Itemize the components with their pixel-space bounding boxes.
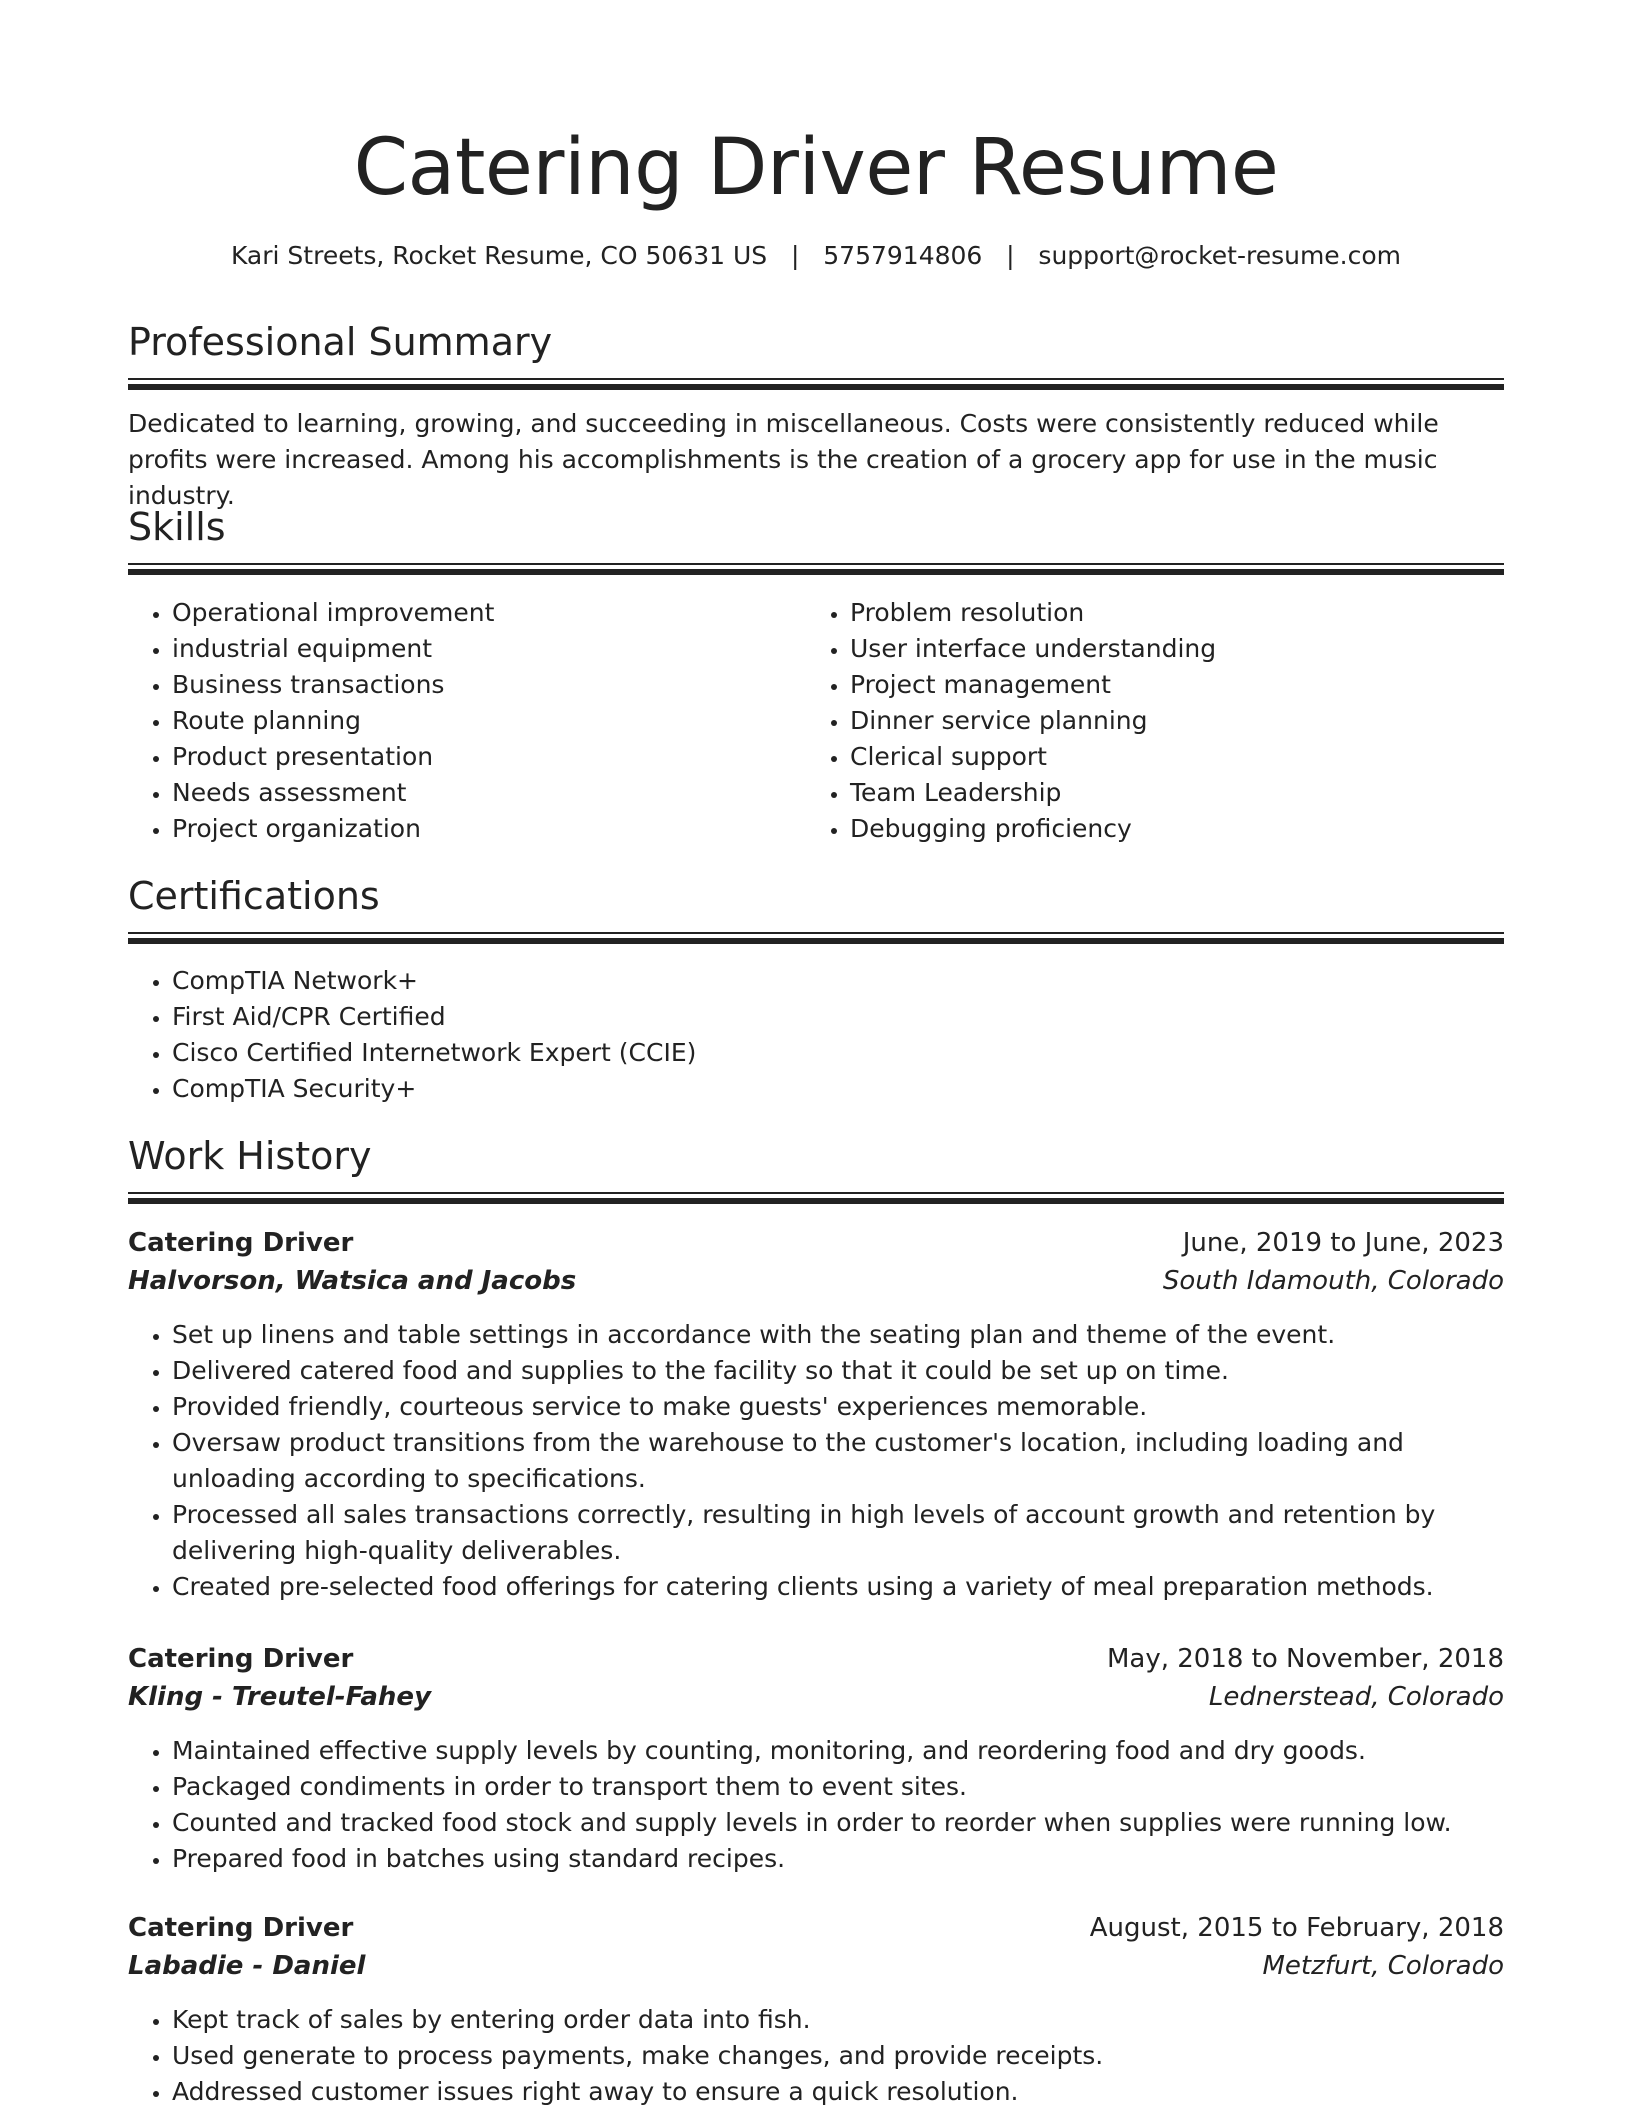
list-item: • Needs assessment [172, 775, 812, 811]
job-title: Catering Driver [128, 1644, 354, 1674]
job-bullets [128, 1317, 1504, 1605]
job-header [128, 1224, 1504, 1300]
certifications-section-header [128, 870, 1504, 922]
skills-list-right [806, 595, 1490, 847]
list-item: • Counted and tracked food stock and supply levels in order to reorder when supplies were running low. [172, 1805, 1504, 1841]
list-item: • Dinner service planning [850, 703, 1490, 739]
job-header [128, 1640, 1504, 1716]
job-header [128, 1909, 1504, 1985]
job-bullets [128, 2002, 1504, 2110]
skills-list-left [128, 595, 812, 847]
list-item: • Operational improvement [172, 595, 812, 631]
list-item: • Business transactions [172, 667, 812, 703]
list-item: • CompTIA Network+ [172, 963, 1472, 999]
work-rule-thin [128, 1192, 1504, 1194]
list-item: • Debugging proficiency [850, 811, 1490, 847]
skills-rule-thin [128, 563, 1504, 565]
list-item: • Product presentation [172, 739, 812, 775]
list-item: • User interface understanding [850, 631, 1490, 667]
list-item: • Processed all sales transactions correctly, resulting in high levels of account growth and retention by delivering high-quality deliverables. [172, 1497, 1504, 1569]
certifications-rule-thin [128, 932, 1504, 934]
contact-line: Kari Streets, Rocket Resume, CO 50631 US | 5757914806 | support@rocket-resume.com [230, 241, 1402, 270]
list-item: • Route planning [172, 703, 812, 739]
list-item: • Created pre-selected food offerings for catering clients using a variety of meal preparation methods. [172, 1569, 1504, 1605]
job-location: South Idamouth, Colorado [1162, 1266, 1504, 1296]
list-item: • Project organization [172, 811, 812, 847]
list-item: • Problem resolution [850, 595, 1490, 631]
summary-section-header [128, 316, 1504, 368]
list-item: • Kept track of sales by entering order data into fish. [172, 2002, 1504, 2038]
list-item: • Team Leadership [850, 775, 1490, 811]
skills-heading: Skills [128, 505, 226, 549]
list-item: • Delivered catered food and supplies to the facility so that it could be set up on time. [172, 1353, 1504, 1389]
summary-rule-thin [128, 378, 1504, 380]
job-dates: May, 2018 to November, 2018 [1106, 1644, 1504, 1674]
job-bullets [128, 1733, 1504, 1877]
list-item: • Set up linens and table settings in accordance with the seating plan and theme of the event. [172, 1317, 1504, 1353]
skills-rule-thick [128, 569, 1504, 575]
summary-rule-thick [128, 384, 1504, 390]
job-company: Halvorson, Watsica and Jacobs [128, 1266, 577, 1296]
job-dates: June, 2019 to June, 2023 [1182, 1228, 1504, 1258]
list-item: • First Aid/CPR Certified [172, 999, 1472, 1035]
job-company: Kling - Treutel-Fahey [128, 1682, 432, 1712]
summary-text: Dedicated to learning, growing, and succeeding in miscellaneous. Costs were consistently reduced while profits were increased. Among his accomplishments is the creation of a grocery app for use in the music industry. [128, 409, 1439, 510]
list-item: • Maintained effective supply levels by counting, monitoring, and reordering food and dry goods. [172, 1733, 1504, 1769]
list-item: • industrial equipment [172, 631, 812, 667]
certifications-rule-thick [128, 938, 1504, 944]
list-item: • Clerical support [850, 739, 1490, 775]
list-item: • Used generate to process payments, make changes, and provide receipts. [172, 2038, 1504, 2074]
list-item: • Addressed customer issues right away to ensure a quick resolution. [172, 2074, 1504, 2110]
work-section-header [128, 1130, 1504, 1182]
certifications-list [128, 963, 1472, 1107]
list-item: • Prepared food in batches using standard recipes. [172, 1841, 1504, 1877]
work-heading: Work History [128, 1134, 372, 1178]
resume-title: Catering Driver Resume [353, 123, 1279, 213]
job-company: Labadie - Daniel [128, 1951, 366, 1981]
job-location: Metzfurt, Colorado [1262, 1951, 1504, 1981]
job-title: Catering Driver [128, 1228, 354, 1258]
list-item: • Provided friendly, courteous service to make guests' experiences memorable. [172, 1389, 1504, 1425]
skills-section-header [128, 501, 1504, 553]
list-item: • Project management [850, 667, 1490, 703]
job-dates: August, 2015 to February, 2018 [1089, 1913, 1504, 1943]
list-item: • Oversaw product transitions from the warehouse to the customer's location, including loading and unloading according to specifications. [172, 1425, 1504, 1497]
list-item: • CompTIA Security+ [172, 1071, 1472, 1107]
certifications-heading: Certifications [128, 874, 380, 918]
summary-heading: Professional Summary [128, 320, 553, 364]
list-item: • Packaged condiments in order to transport them to event sites. [172, 1769, 1504, 1805]
job-location: Lednerstead, Colorado [1208, 1682, 1504, 1712]
work-rule-thick [128, 1198, 1504, 1204]
job-title: Catering Driver [128, 1913, 354, 1943]
list-item: • Cisco Certified Internetwork Expert (CCIE) [172, 1035, 1472, 1071]
